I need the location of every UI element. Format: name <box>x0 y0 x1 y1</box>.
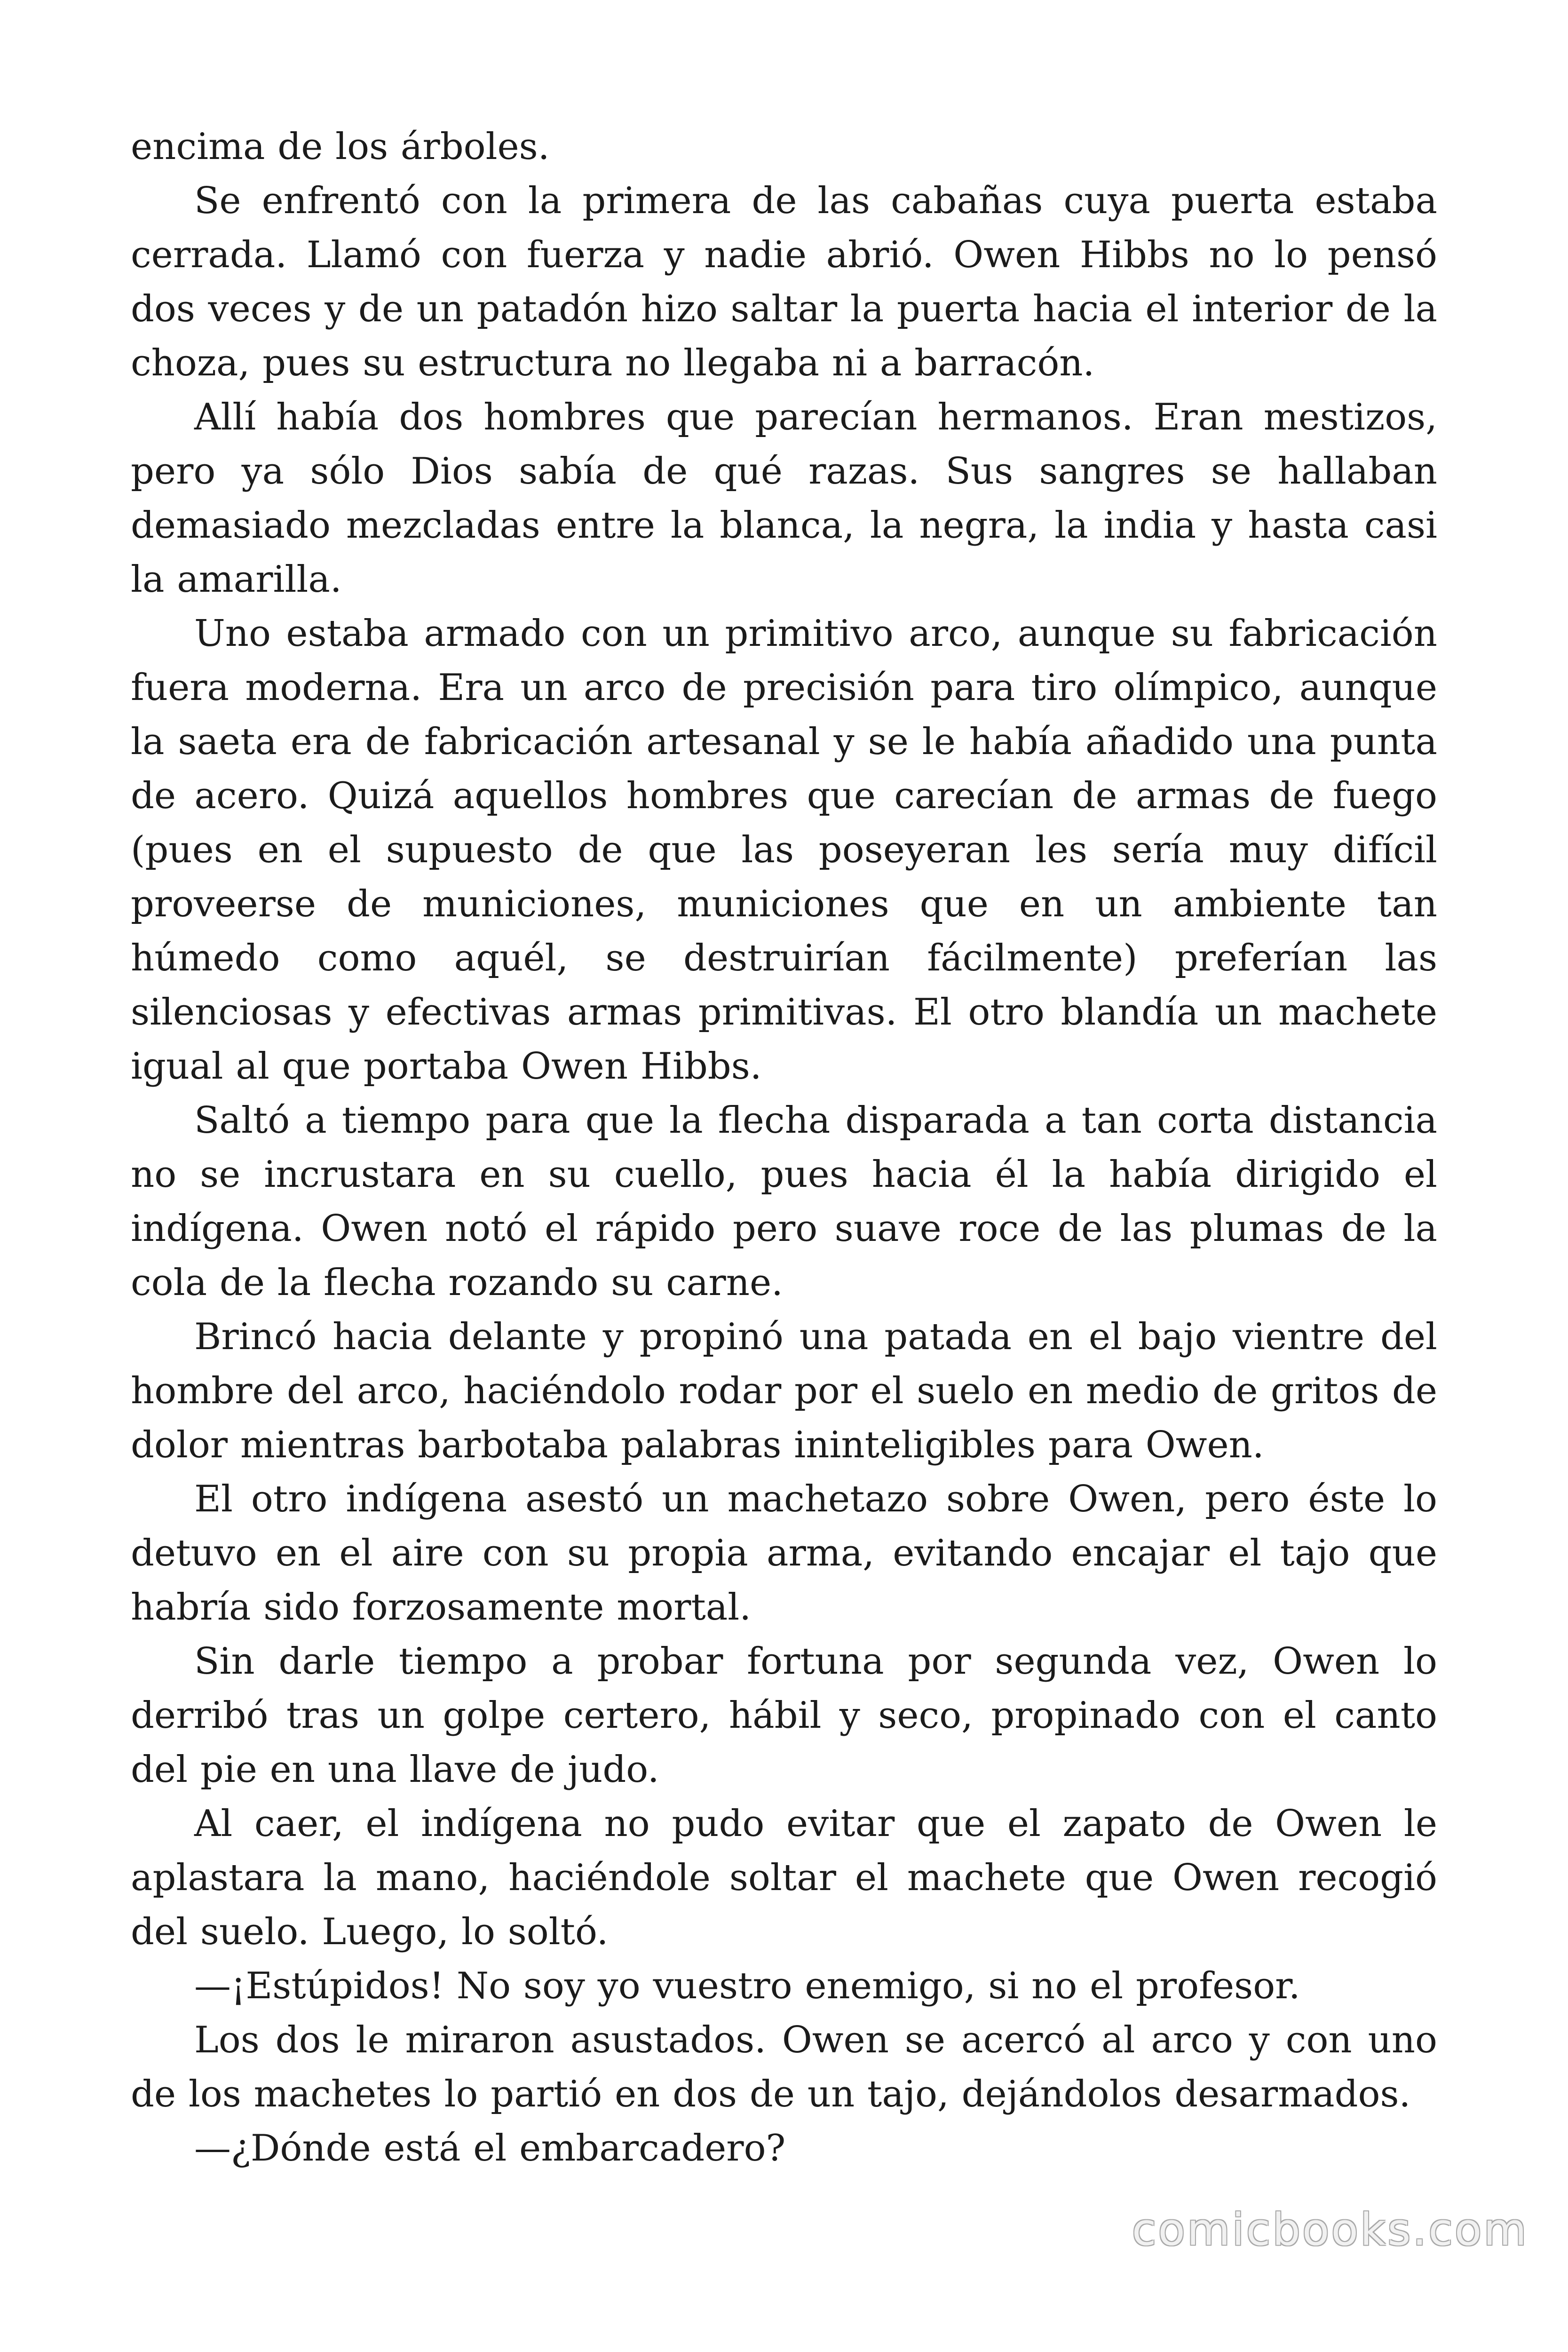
paragraph-7: El otro indígena asestó un machetazo sobre Owen, pero éste lo detuvo en el aire con su propia arma, evitando encajar el tajo que habría sido forzosamente mortal. <box>131 1478 1437 1629</box>
paragraph-5: Saltó a tiempo para que la flecha disparada a tan corta distancia no se incrustara en su cuello, pues hacia él la había dirigido el indígena. Owen notó el rápido pero suave roce de las plumas de la cola de la flecha rozando su carne. <box>131 1099 1437 1304</box>
paragraph-8: Sin darle tiempo a probar fortuna por segunda vez, Owen lo derribó tras un golpe certero, hábil y seco, propinado con el canto del pie en una llave de judo. <box>131 1640 1437 1791</box>
book-page-text <box>131 120 1437 2237</box>
watermark-text: comicbooks.com <box>1132 2204 1528 2256</box>
paragraph-9: Al caer, el indígena no pudo evitar que el zapato de Owen le aplastara la mano, haciéndole soltar el machete que Owen recogió del suelo. Luego, lo soltó. <box>131 1803 1437 1953</box>
paragraph-6: Brincó hacia delante y propinó una patada en el bajo vientre del hombre del arco, haciéndolo rodar por el suelo en medio de gritos de dolor mientras barbotaba palabras ininteligibles para Owen. <box>131 1316 1437 1466</box>
paragraph-2: Se enfrentó con la primera de las cabañas cuya puerta estaba cerrada. Llamó con fuerza y nadie abrió. Owen Hibbs no lo pensó dos veces y de un patadón hizo saltar la puerta hacia el interior de la choza, pues su estructura no llegaba ni a barracón. <box>131 180 1437 384</box>
paragraph-11: Los dos le miraron asustados. Owen se acercó al arco y con uno de los machetes lo partió en dos de un tajo, dejándolos desarmados. <box>131 2019 1437 2115</box>
paragraph-10: —¡Estúpidos! No soy yo vuestro enemigo, si no el profesor. <box>194 1965 1300 2007</box>
paragraph-3: Allí había dos hombres que parecían hermanos. Eran mestizos, pero ya sólo Dios sabía de qué razas. Sus sangres se hallaban demasiado mezcladas entre la blanca, la negra, la india y hasta casi la amarilla. <box>131 396 1437 601</box>
paragraph-12: —¿Dónde está el embarcadero? <box>194 2127 786 2169</box>
paragraph-1: encima de los árboles. <box>131 126 550 168</box>
paragraph-4: Uno estaba armado con un primitivo arco, aunque su fabricación fuera moderna. Era un arco de precisión para tiro olímpico, aunque la saeta era de fabricación artesanal y se le había añadido una punta de acero. Quizá aquellos hombres que carecían de armas de fuego (pues en el supuesto de que las poseyeran les sería muy difícil proveerse de municiones, municiones que en un ambiente tan húmedo como aquél, se destruirían fácilmente) preferían las silenciosas y efectivas armas primitivas. El otro blandía un machete igual al que portaba Owen Hibbs. <box>131 612 1437 1088</box>
